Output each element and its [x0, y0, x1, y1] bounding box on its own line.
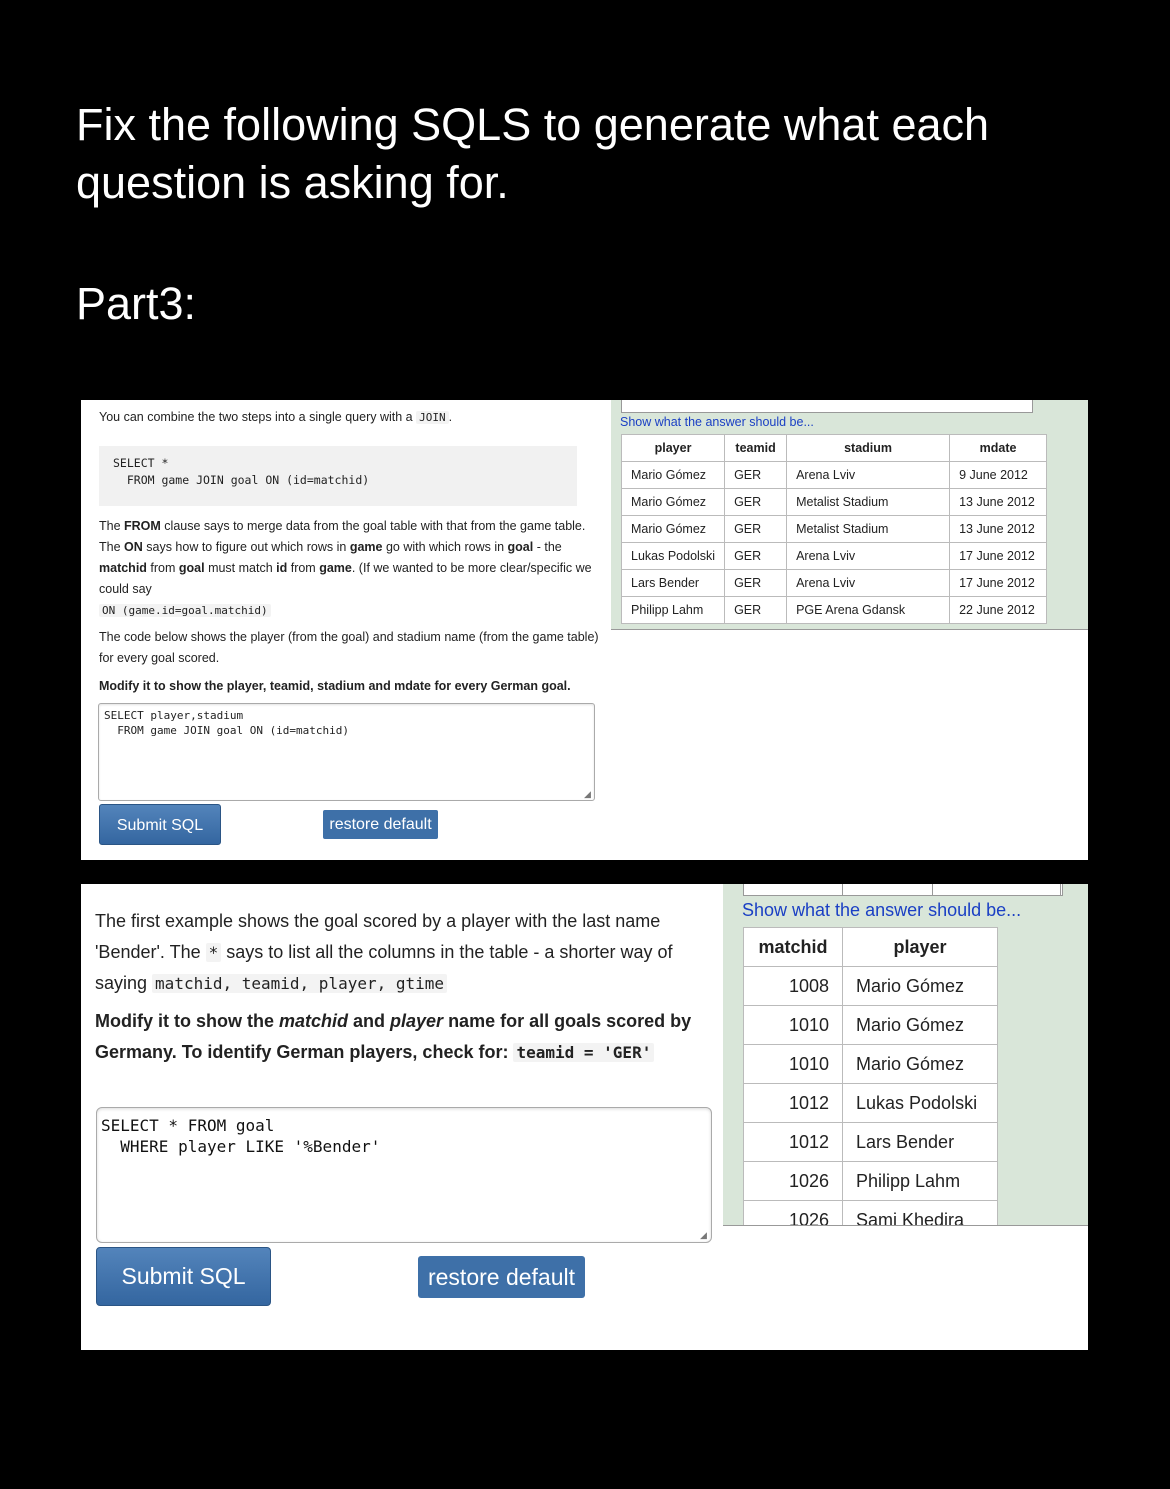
column-header: mdate — [950, 435, 1047, 462]
column-header: teamid — [725, 435, 787, 462]
table-row: 1012 Lukas Podolski — [744, 1084, 998, 1123]
screenshot-panel-join — [81, 400, 1088, 860]
show-answer-link[interactable]: Show what the answer should be... — [620, 415, 814, 429]
truncated-previous-table — [743, 884, 1063, 896]
table-row: 1010 Mario Gómez — [744, 1045, 998, 1084]
intro-text-body: You can combine the two steps into a single query with a — [99, 410, 413, 424]
restore-default-button[interactable]: restore default — [323, 810, 438, 839]
truncated-previous-table — [621, 400, 1033, 413]
teamid-code: teamid = 'GER' — [513, 1043, 654, 1062]
intro-code: JOIN — [416, 411, 449, 424]
table-row: 1026 Philipp Lahm — [744, 1162, 998, 1201]
table-row: 1026 Sami Khedira — [744, 1201, 998, 1227]
table-row: Philipp Lahm GER PGE Arena Gdansk 22 June 2012 — [622, 597, 1047, 624]
restore-default-button[interactable]: restore default — [418, 1256, 585, 1298]
answer-table — [621, 434, 1047, 624]
example-description: The first example shows the goal scored by a player with the last name 'Bender'. The * says to list all the columns in the table - a shorter way of saying matchid, teamid, player, gtime — [95, 911, 673, 993]
columns-code: matchid, teamid, player, gtime — [152, 974, 447, 993]
column-header: player — [843, 928, 998, 967]
table-header-row — [744, 928, 998, 967]
column-header: matchid — [744, 928, 843, 967]
sql-textarea[interactable]: SELECT * FROM goal WHERE player LIKE '%Bender' — [96, 1107, 712, 1243]
table-row: Mario Gómez GER Metalist Stadium 13 June 2012 — [622, 516, 1047, 543]
answer-preview — [611, 400, 1088, 630]
part-heading: Part3: — [76, 278, 197, 329]
show-answer-link[interactable]: Show what the answer should be... — [742, 900, 1022, 920]
table-row: 1008 Mario Gómez — [744, 967, 998, 1006]
task-instruction: Modify it to show the player, teamid, stadium and mdate for every German goal. — [99, 679, 571, 693]
code-description: The code below shows the player (from the goal) and stadium name (from the game table) for every goal scored. — [99, 630, 599, 665]
explanation-paragraph: The FROM clause says to merge data from the goal table with that from the game table. The ON says how to figure out which rows in game go with which rows in goal - the matchid from goal must match id from game. (If we wanted to be more clear/specific we could say ON (game.id=goal.matchid) — [99, 519, 592, 617]
task-instruction: Modify it to show the matchid and player name for all goals scored by Germany. To identify German players, check for: teamid = 'GER' — [95, 1011, 692, 1062]
table-row: Lars Bender GER Arena Lviv 17 June 2012 — [622, 570, 1047, 597]
star-code: * — [206, 943, 222, 962]
answer-table — [743, 927, 998, 1226]
on-clause-code: ON (game.id=goal.matchid) — [99, 604, 271, 617]
table-row: Mario Gómez GER Metalist Stadium 13 June 2012 — [622, 489, 1047, 516]
table-row: 1012 Lars Bender — [744, 1123, 998, 1162]
submit-sql-button[interactable]: Submit SQL — [99, 804, 221, 845]
submit-sql-button[interactable]: Submit SQL — [96, 1247, 271, 1306]
intro-text — [99, 407, 452, 428]
example-code-block: SELECT * FROM game JOIN goal ON (id=matchid) — [99, 446, 577, 506]
table-row: Lukas Podolski GER Arena Lviv 17 June 2012 — [622, 543, 1047, 570]
intro-end: . — [448, 410, 453, 424]
page-heading: Fix the following SQLS to generate what each question is asking for. — [76, 99, 990, 208]
resize-grip-icon[interactable]: ◢ — [700, 1230, 707, 1240]
column-header: stadium — [787, 435, 950, 462]
table-header-row — [622, 435, 1047, 462]
screenshot-panel-goal — [81, 884, 1088, 1350]
answer-preview — [723, 884, 1088, 1226]
column-header: player — [622, 435, 725, 462]
table-row: Mario Gómez GER Arena Lviv 9 June 2012 — [622, 462, 1047, 489]
sql-textarea[interactable]: SELECT player,stadium FROM game JOIN goal ON (id=matchid) — [98, 703, 595, 801]
resize-grip-icon[interactable]: ◢ — [584, 789, 591, 799]
table-row: 1010 Mario Gómez — [744, 1006, 998, 1045]
